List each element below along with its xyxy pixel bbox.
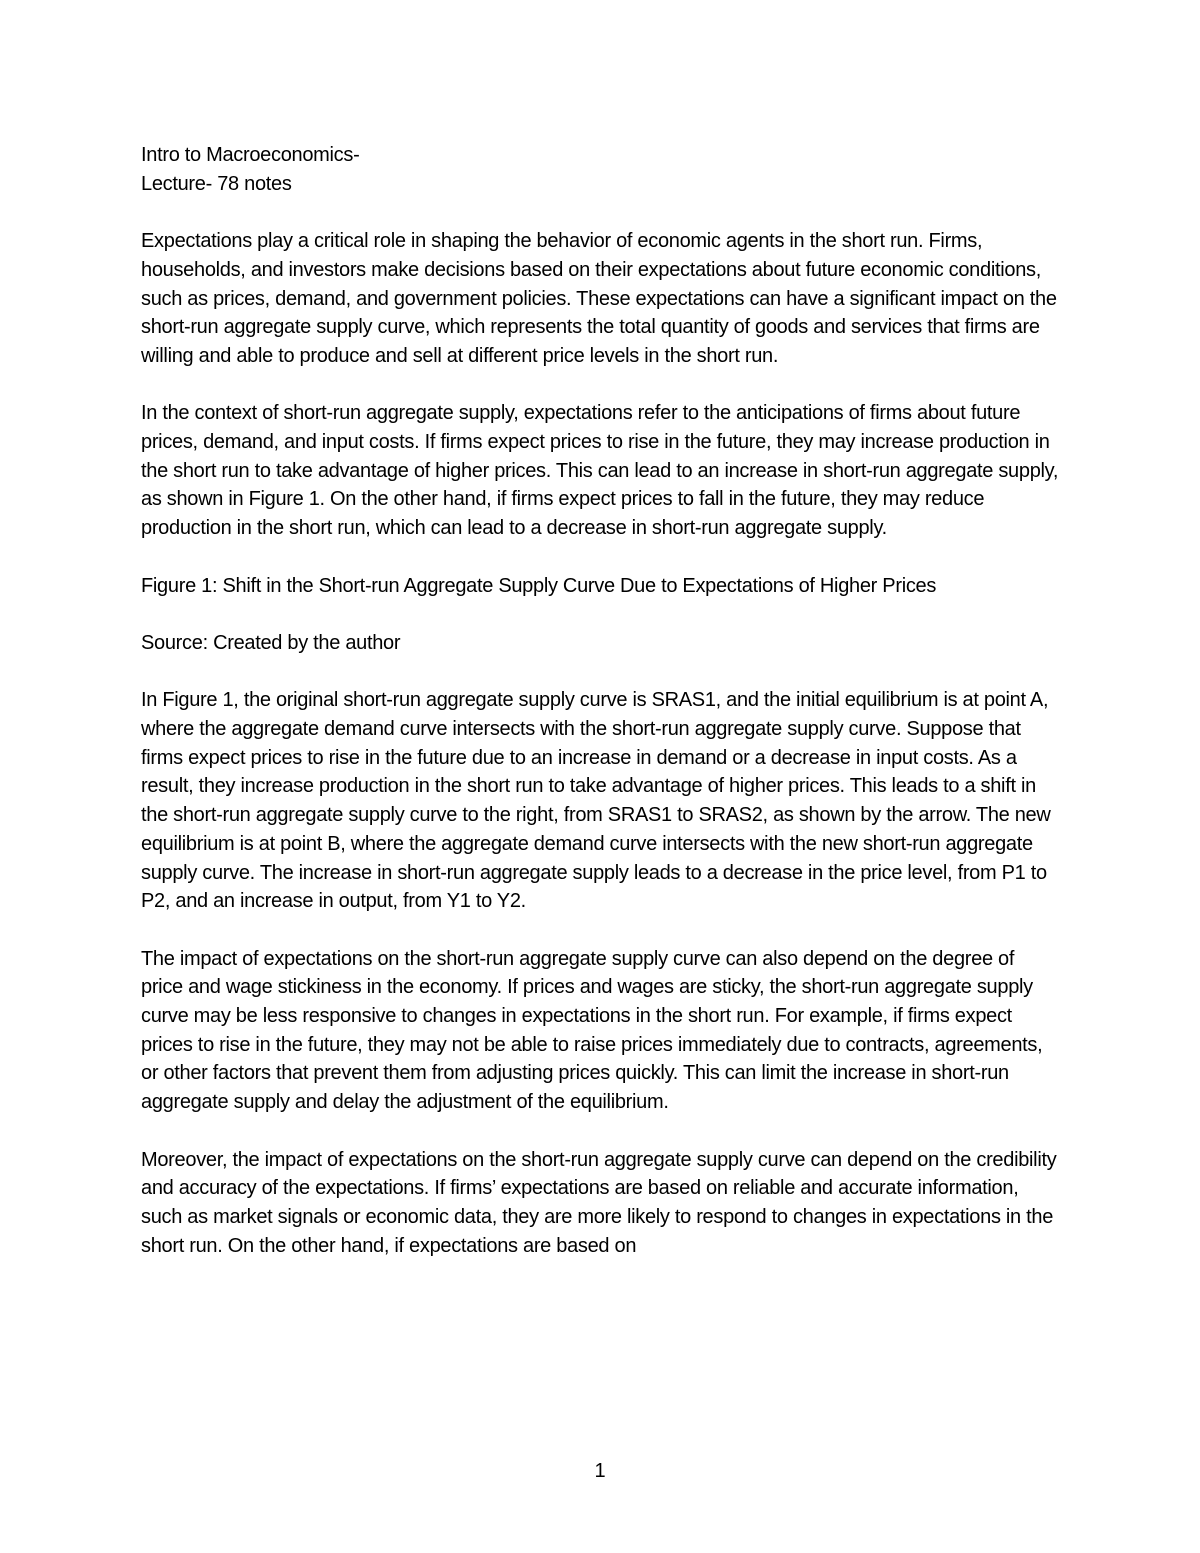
page-number: 1 — [594, 1460, 606, 1482]
course-title: Intro to Macroeconomics- — [141, 144, 360, 166]
figure-caption: Figure 1: Shift in the Short-run Aggregate Supply Curve Due to Expectations of Higher Prices — [141, 574, 937, 597]
paragraph-figure-explanation: In Figure 1, the original short-run aggregate supply curve is SRAS1, and the initial equilibrium is at point A, where the aggregate demand curve intersects with the short-run aggregate supply curve. Suppose that firms expect prices to rise in the future due to an increase in demand or a decrease in input costs. As a result, they increase production in the short run to take advantage of higher prices. This leads to a shift in the short-run aggregate supply curve to the right, from SRAS1 to SRAS2, as shown by the arrow. The new equilibrium is at point B, where the aggregate demand curve intersects with the new short-run aggregate supply curve. The increase in short-run aggregate supply leads to a decrease in the price level, from P1 to P2, and an increase in output, from Y1 to Y2. — [141, 689, 1051, 913]
paragraph-intro: Expectations play a critical role in shaping the behavior of economic agents in the short run. Firms, households, and investors make decisions based on their expectations about future economic conditions, such as prices, demand, and government policies. These expectations can have a significant impact on the short-run aggregate supply curve, which represents the total quantity of goods and services that firms are willing and able to produce and sell at different price levels in the short run. — [141, 230, 1057, 367]
paragraph-context: In the context of short-run aggregate supply, expectations refer to the anticipations of firms about future prices, demand, and input costs. If firms expect prices to rise in the future, they may increase production in the short run to take advantage of higher prices. This can lead to an increase in short-run aggregate supply, as shown in Figure 1. On the other hand, if firms expect prices to fall in the future, they may reduce production in the short run, which can lead to a decrease in short-run aggregate supply. — [141, 402, 1059, 540]
lecture-title: Lecture- 78 notes — [141, 172, 292, 195]
document-body — [141, 141, 1061, 1289]
document-header — [141, 141, 1061, 198]
paragraph-credibility: Moreover, the impact of expectations on the short-run aggregate supply curve can depend on the credibility and accuracy of the expectations. If firms’ expectations are based on reliable and accurate information, such as market signals or economic data, they are more likely to respond to changes in expectations in the short run. On the other hand, if expectations are based on — [141, 1148, 1057, 1257]
paragraph-stickiness: The impact of expectations on the short-run aggregate supply curve can also depend on the degree of price and wage stickiness in the economy. If prices and wages are sticky, the short-run aggregate supply curve may be less responsive to changes in expectations in the short run. For example, if firms expect prices to rise in the future, they may not be able to raise prices immediately due to contracts, agreements, or other factors that prevent them from adjusting prices quickly. This can limit the increase in short-run aggregate supply and delay the adjustment of the equilibrium. — [141, 947, 1043, 1114]
figure-source: Source: Created by the author — [141, 631, 401, 654]
